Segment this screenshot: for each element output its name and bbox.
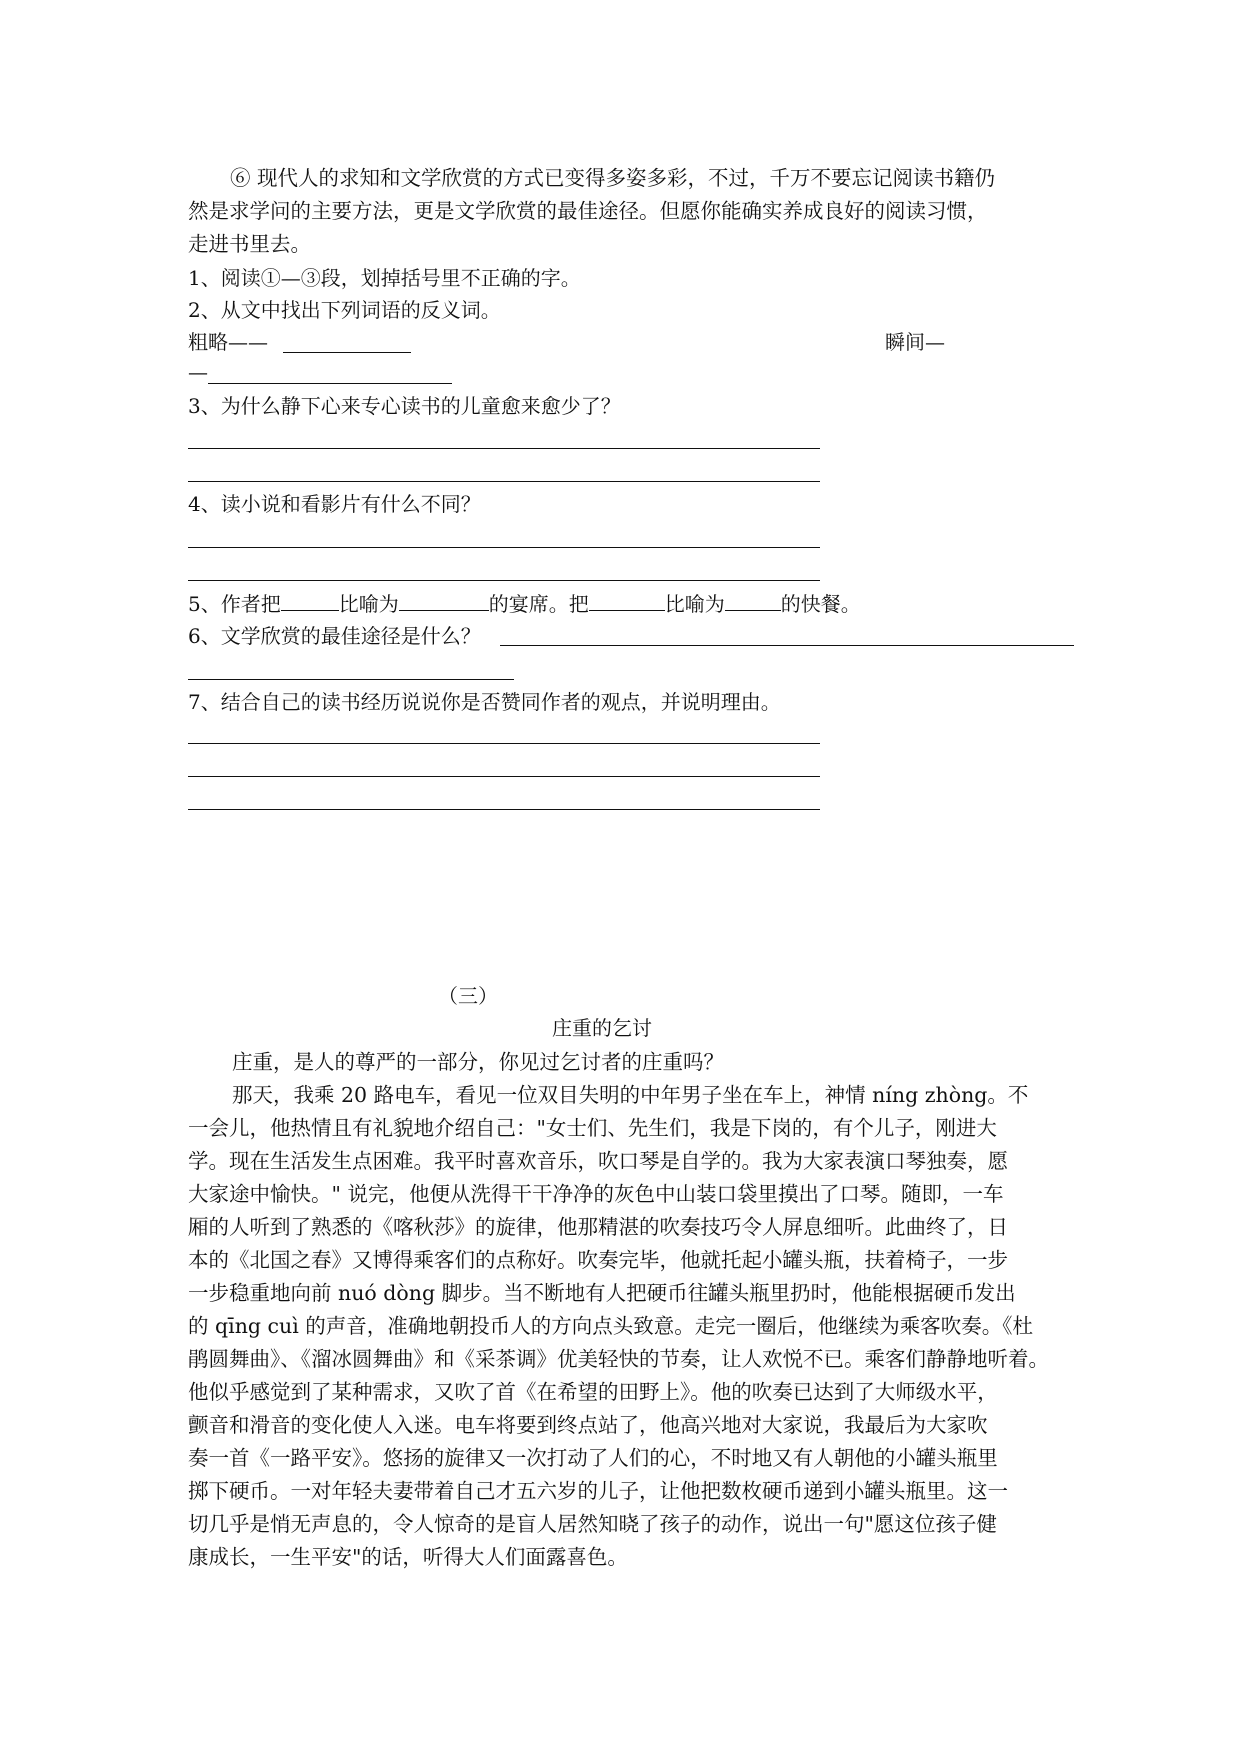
question-1: 1、阅读①—③段，划掉括号里不正确的字。 — [188, 266, 581, 290]
question-2-item-b: 瞬间— — [885, 330, 945, 354]
blank-q5-2[interactable] — [399, 590, 489, 611]
paragraph-6 — [188, 162, 1068, 261]
paragraph-6-line: 然是求学问的主要方法，更是文学欣赏的最佳途径。但愿你能确实养成良好的阅读习惯， — [188, 199, 988, 223]
article-line: 掷下硬币。一对年轻夫妻带着自己才五六岁的儿子，让他把数枚硬币递到小罐头瓶里。这一 — [188, 1479, 1008, 1503]
article-title: 庄重的乞讨 — [552, 1016, 652, 1040]
question-5-text: 比喻为 — [664, 592, 725, 616]
paragraph-6-line: ⑥ 现代人的求知和文学欣赏的方式已变得多姿多彩，不过，千万不要忘记阅读书籍仍 — [230, 166, 996, 190]
blank-q5-3[interactable] — [589, 590, 665, 611]
article-intro: 庄重，是人的尊严的一部分，你见过乞讨者的庄重吗？ — [232, 1050, 724, 1074]
question-5-text: 的宴席。把 — [488, 592, 589, 616]
question-4: 4、读小说和看影片有什么不同？ — [188, 492, 481, 516]
question-3: 3、为什么静下心来专心读书的儿童愈来愈少了？ — [188, 394, 621, 418]
question-2: 2、从文中找出下列词语的反义词。 — [188, 298, 501, 322]
article-line: 颤音和滑音的变化使人入迷。电车将要到终点站了，他高兴地对大家说，我最后为大家吹 — [188, 1413, 988, 1437]
answer-line-q4-1[interactable] — [188, 547, 820, 548]
answer-line-q7-2[interactable] — [188, 776, 820, 777]
answer-line-q7-3[interactable] — [188, 809, 820, 810]
article-line: 那天，我乘 20 路电车，看见一位双目失明的中年男子坐在车上，神情 níng zhòng。不 — [232, 1083, 1029, 1107]
article-line: 鹃圆舞曲》、《溜冰圆舞曲》和《采茶调》优美轻快的节奏，让人欢悦不已。乘客们静静地听着。 — [188, 1347, 1049, 1371]
answer-line-q3-1[interactable] — [188, 448, 820, 449]
paragraph-6-line: 走进书里去。 — [188, 232, 311, 256]
question-6: 6、文学欣赏的最佳途径是什么？ — [188, 624, 481, 648]
article-line: 厢的人听到了熟悉的《喀秋莎》的旋律，他那精湛的吹奏技巧令人屏息细听。此曲终了，日 — [188, 1215, 1008, 1239]
blank-q5-4[interactable] — [725, 590, 781, 611]
answer-line-q2-a[interactable] — [283, 352, 411, 353]
section-number: （三） — [438, 984, 498, 1008]
question-2-item-a: 粗略—— — [188, 330, 268, 354]
article-line: 一会儿，他热情且有礼貌地介绍自己："女士们、先生们，我是下岗的，有个儿子，刚进大 — [188, 1116, 997, 1140]
answer-line-q7-1[interactable] — [188, 743, 820, 744]
question-5-text: 的快餐。 — [780, 592, 861, 616]
article-line: 学。现在生活发生点困难。我平时喜欢音乐，吹口琴是自学的。我为大家表演口琴独奏，愿 — [188, 1149, 1008, 1173]
article-line: 的 qīng cuì 的声音，准确地朝投币人的方向点头致意。走完一圈后，他继续为乘客吹奏。《杜 — [188, 1314, 1034, 1338]
answer-line-q2-b[interactable] — [208, 383, 452, 384]
question-2-item-b-cont: — — [188, 360, 208, 384]
article-body — [188, 1079, 1068, 1574]
answer-line-q6-2[interactable] — [188, 679, 514, 680]
answer-line-q4-2[interactable] — [188, 580, 820, 581]
question-5 — [188, 588, 861, 621]
article-line: 本的《北国之春》又博得乘客们的点称好。吹奏完毕，他就托起小罐头瓶，扶着椅子，一步 — [188, 1248, 1008, 1272]
answer-line-q3-2[interactable] — [188, 481, 820, 482]
article-line: 他似乎感觉到了某种需求，又吹了首《在希望的田野上》。他的吹奏已达到了大师级水平， — [188, 1380, 998, 1404]
blank-q5-1[interactable] — [281, 590, 339, 611]
question-7: 7、结合自己的读书经历说说你是否赞同作者的观点，并说明理由。 — [188, 690, 781, 714]
article-line: 大家途中愉快。" 说完，他便从洗得干干净净的灰色中山装口袋里摸出了口琴。随即，一车 — [188, 1182, 1004, 1206]
question-5-text: 5、作者把 — [188, 592, 281, 616]
question-5-text: 比喻为 — [338, 592, 399, 616]
article-line: 康成长，一生平安"的话，听得大人们面露喜色。 — [188, 1545, 628, 1569]
article-line: 奏一首《一路平安》。悠扬的旋律又一次打动了人们的心，不时地又有人朝他的小罐头瓶里 — [188, 1446, 998, 1470]
answer-line-q6-1[interactable] — [500, 645, 1074, 646]
article-line: 一步稳重地向前 nuó dòng 脚步。当不断地有人把硬币往罐头瓶里扔时，他能根据硬币发出 — [188, 1281, 1016, 1305]
article-line: 切几乎是悄无声息的，令人惊奇的是盲人居然知晓了孩子的动作，说出一句"愿这位孩子健 — [188, 1512, 997, 1536]
